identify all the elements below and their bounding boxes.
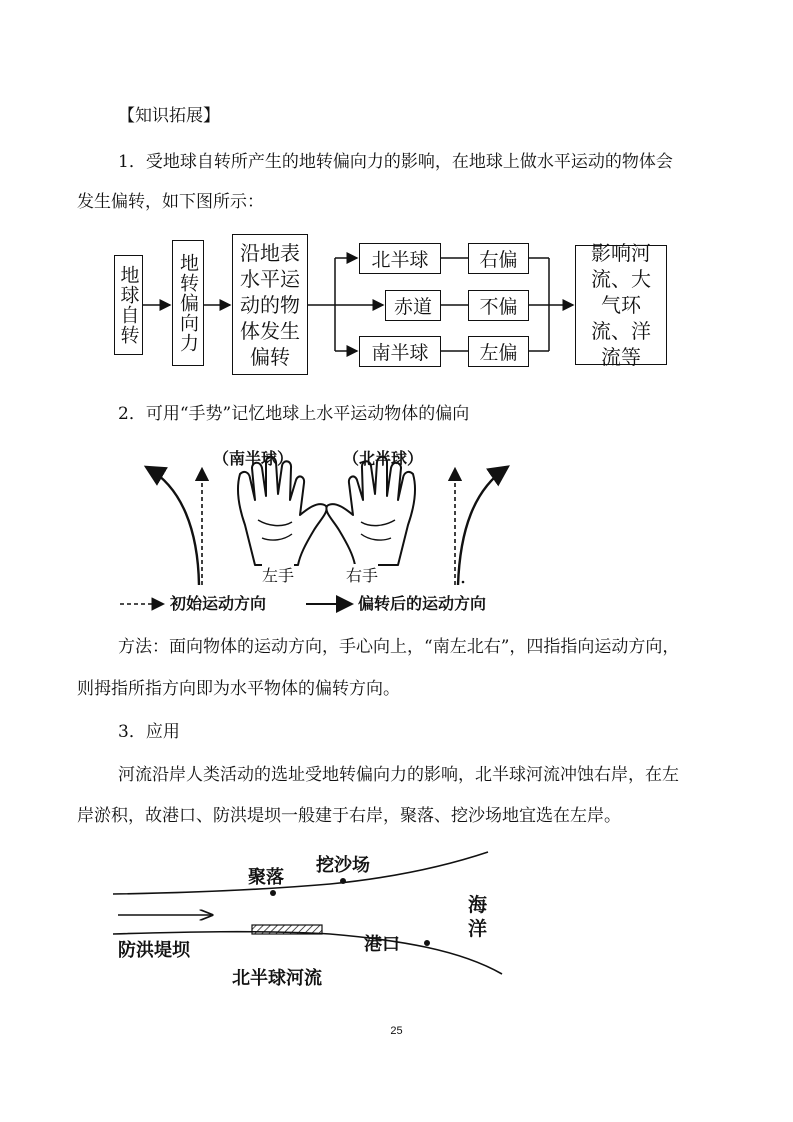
port-point [424, 940, 430, 946]
section-heading: 【知识拓展】 [118, 106, 220, 126]
label-ocean: 海洋 [468, 894, 488, 940]
box-northern-hemisphere: 北半球 [359, 243, 441, 274]
label-levee: 防洪堤坝 [118, 940, 190, 961]
label-sand-pit: 挖沙场 [316, 855, 370, 876]
label-right-hand: 右手 [346, 564, 378, 588]
box-earth-rotation: 地球自转 [114, 255, 143, 355]
box-surface-motion: 沿地表水平运动的物体发生偏转 [232, 234, 308, 375]
box-left-deflection: 左偏 [468, 336, 529, 367]
application-line-1: 河流沿岸人类活动的选址受地转偏向力的影响，北半球河流冲蚀右岸，在左 [118, 765, 679, 785]
paragraph-1-line-2: 发生偏转，如下图所示： [77, 192, 264, 212]
river-left-bank [113, 852, 488, 894]
paragraph-3: 3．应用 [118, 722, 180, 742]
sand-pit-point [340, 878, 346, 884]
label-port: 港口 [364, 934, 400, 955]
levee-structure [252, 925, 322, 934]
box-right-deflection: 右偏 [468, 243, 529, 274]
method-line-1: 方法：面向物体的运动方向，手心向上，“南左北右”，四指指向运动方向， [118, 637, 680, 657]
paragraph-1-line-1: 1．受地球自转所产生的地转偏向力的影响，在地球上做水平运动的物体会 [118, 152, 673, 172]
box-equator: 赤道 [385, 290, 441, 321]
legend-initial-direction: 初始运动方向 [170, 594, 267, 613]
label-southern-hemisphere: （南半球） [213, 449, 294, 468]
settlement-point [270, 890, 276, 896]
box-no-deflection: 不偏 [468, 290, 529, 321]
paragraph-2: 2．可用“手势”记忆地球上水平运动物体的偏向 [118, 404, 470, 424]
label-left-hand: 左手 [262, 564, 294, 588]
box-effect: 影响河流、大气环流、洋流等 [575, 245, 667, 365]
page-number: 25 [390, 1025, 403, 1037]
box-southern-hemisphere: 南半球 [359, 336, 441, 367]
label-settlement: 聚落 [248, 867, 284, 888]
application-line-2: 岸淤积，故港口、防洪堤坝一般建于右岸，聚落、挖沙场地宜选在左岸。 [77, 806, 621, 826]
legend-deflected-direction: 偏转后的运动方向 [358, 594, 487, 613]
box-coriolis-force: 地转偏向力 [172, 240, 204, 366]
label-northern-hemisphere: （北半球） [343, 449, 424, 468]
river-caption: 北半球河流 [232, 968, 322, 989]
method-line-2: 则拇指所指方向即为水平物体的偏转方向。 [77, 679, 400, 699]
